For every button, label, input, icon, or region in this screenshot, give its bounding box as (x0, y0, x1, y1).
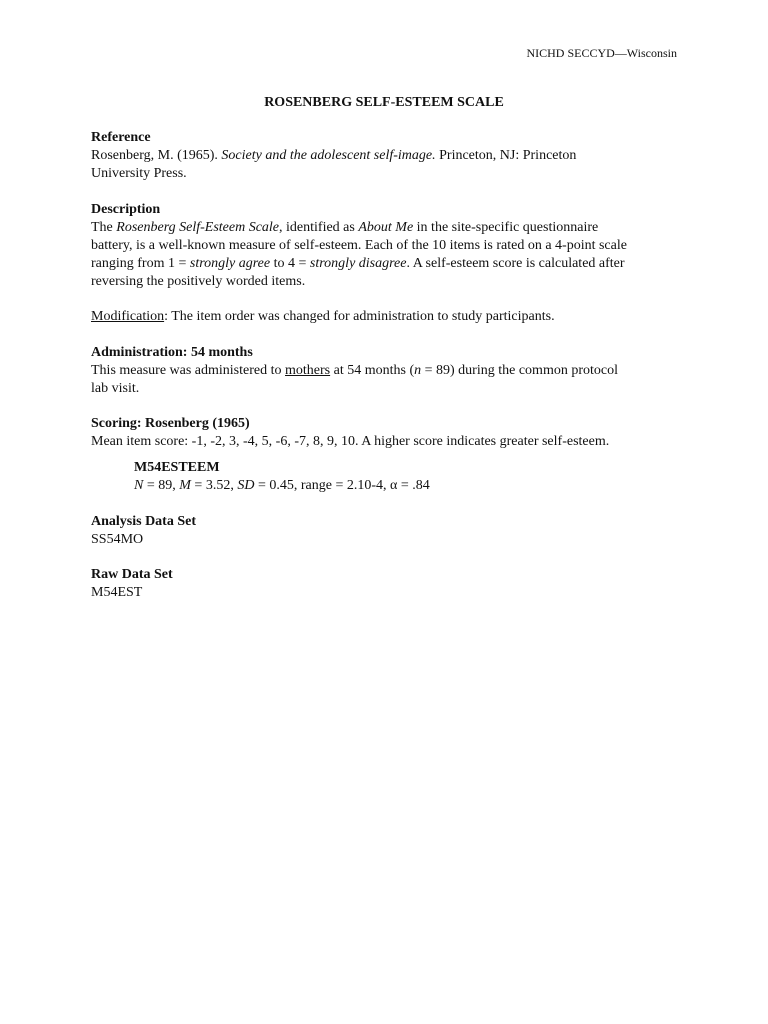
description-heading: Description (91, 202, 161, 217)
scoring-section (91, 415, 681, 451)
analysis-heading: Analysis Data Set (91, 514, 197, 529)
reference-line-1: Rosenberg, M. (1965). Society and the adolescent self-image. Princeton, NJ: Princeton (91, 148, 577, 163)
administration-line-1: This measure was administered to mothers at 54 months (n = 89) during the common protocol (91, 363, 618, 378)
scoring-heading: Scoring: Rosenberg (1965) (91, 416, 250, 431)
modification-text: : The item order was changed for administration to study participants. (164, 309, 555, 324)
variable-block (134, 459, 654, 495)
description-line-3: ranging from 1 = strongly agree to 4 = strongly disagree. A self-esteem score is calculated after (91, 256, 625, 271)
analysis-section (91, 513, 681, 549)
book-title: Society and the adolescent self-image. (221, 148, 436, 163)
raw-value: M54EST (91, 585, 143, 600)
description-line-1: The Rosenberg Self-Esteem Scale, identified as About Me in the site-specific questionnaire (91, 220, 599, 235)
reference-line-2: University Press. (91, 166, 187, 181)
modification-label: Modification (91, 309, 165, 324)
variable-name: M54ESTEEM (134, 460, 220, 475)
analysis-value: SS54MO (91, 532, 144, 547)
reference-heading: Reference (91, 130, 151, 145)
raw-heading: Raw Data Set (91, 567, 173, 582)
raw-section (91, 566, 681, 602)
reference-section (91, 129, 681, 183)
administration-heading: Administration: 54 months (91, 345, 253, 360)
variable-stats: N = 89, M = 3.52, SD = 0.45, range = 2.10-4, α = .84 (134, 478, 430, 493)
administration-section (91, 344, 681, 398)
page-title: ROSENBERG SELF-ESTEEM SCALE (264, 95, 504, 110)
running-header: NICHD SECCYD—Wisconsin (526, 46, 677, 60)
description-section (91, 201, 681, 291)
scoring-text: Mean item score: -1, -2, 3, -4, 5, -6, -7, 8, 9, 10. A higher score indicates greater self-esteem. (91, 434, 610, 449)
administration-line-2: lab visit. (91, 381, 140, 396)
modification-section (91, 308, 681, 326)
description-line-4: reversing the positively worded items. (91, 274, 306, 289)
description-line-2: battery, is a well-known measure of self-esteem. Each of the 10 items is rated on a 4-point scale (91, 238, 627, 253)
